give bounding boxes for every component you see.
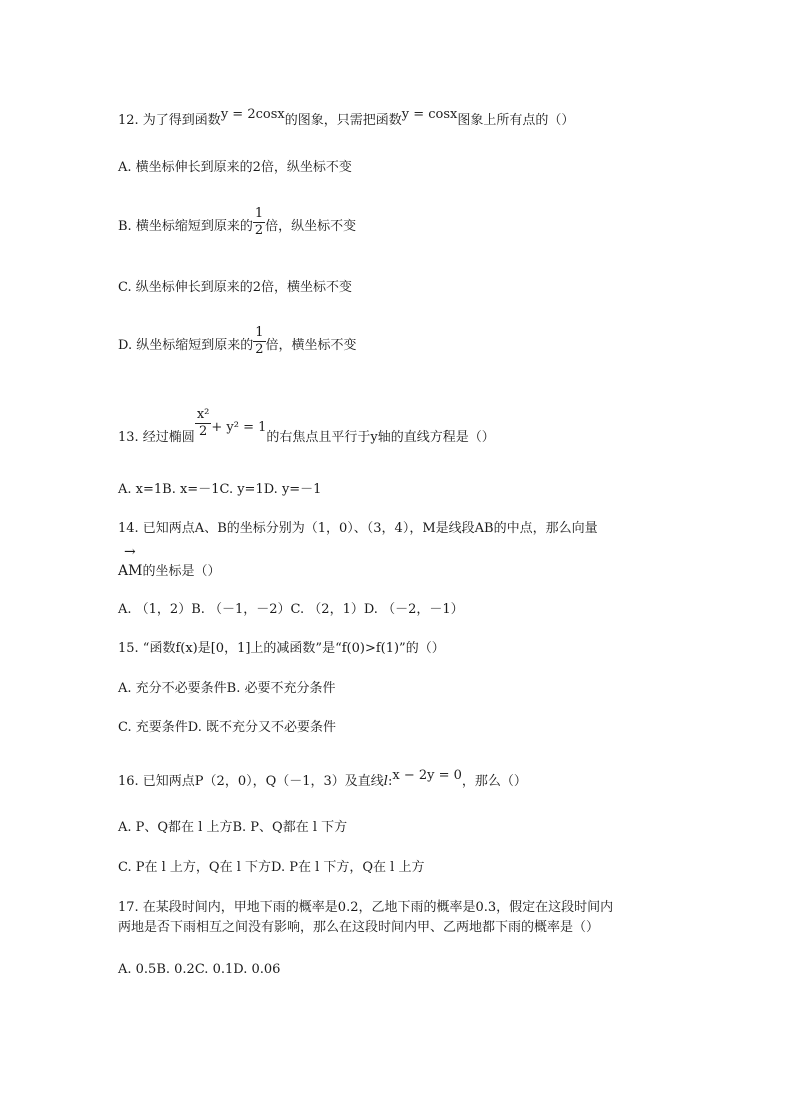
vector-label: AM — [118, 563, 143, 579]
q12-option-d-fraction — [253, 326, 265, 357]
q12-stem-b: 的图象，只需把函数 — [284, 113, 402, 128]
fraction-denominator: 2 — [254, 223, 264, 238]
q16-options-cd: C. P在 l 上方，Q在 l 下方D. P在 l 下方，Q在 l 上方 — [118, 860, 425, 875]
q12-option-b-post: 倍，纵坐标不变 — [265, 219, 357, 234]
q14-stem-line2 — [118, 544, 221, 580]
q17-stem-line2: 两地是否下雨相互之间没有影响，那么在这段时间内甲、乙两地都下雨的概率是（） — [118, 920, 600, 935]
q12-option-a: A. 横坐标伸长到原来的2倍，纵坐标不变 — [118, 160, 352, 175]
vector-arrow: → — [124, 544, 136, 560]
fraction-numerator: 1 — [254, 206, 264, 221]
q12-option-b — [118, 207, 356, 238]
q12-option-d-post: 倍，横坐标不变 — [265, 338, 357, 353]
q16-options-ab: A. P、Q都在 l 上方B. P、Q都在 l 下方 — [118, 820, 348, 835]
q14-options: A. （1，2）B. （－1，－2）C. （2，1）D. （－2，－1） — [118, 602, 464, 617]
q14-stem: 14. 已知两点A、B的坐标分别为（1，0）、（3，4），M是线段AB的中点，那么向量 — [118, 521, 598, 536]
q16-math: x − 2y = 0 — [392, 768, 462, 783]
q17-stem-line1: 17. 在某段时间内，甲地下雨的概率是0.2，乙地下雨的概率是0.3，假定在这段时间内 — [118, 900, 614, 915]
q16-stem — [118, 768, 527, 790]
q15-stem: 15. “函数f(x)是[0，1]上的减函数”是“f(0)>f(1)”的（） — [118, 641, 445, 656]
q14-vector-am — [118, 544, 143, 579]
q15-options-ab: A. 充分不必要条件B. 必要不充分条件 — [118, 681, 336, 696]
q15-options-cd: C. 充要条件D. 既不充分又不必要条件 — [118, 720, 336, 735]
q16-stem-a: 16. 已知两点P（2，0），Q（－1，3）及直线 — [118, 774, 384, 789]
q13-stem-a: 13. 经过椭圆 — [118, 430, 195, 445]
q12-math1: y = 2cosx — [220, 107, 285, 122]
q12-math2: y = cosx — [401, 107, 458, 122]
fraction-denominator: 2 — [198, 424, 208, 439]
q16-line-l: l — [383, 774, 388, 789]
q17-options: A. 0.5B. 0.2C. 0.1D. 0.06 — [118, 962, 281, 977]
q13-math-rest: + y² = 1 — [211, 420, 267, 435]
q12-stem-a: 12. 为了得到函数 — [118, 113, 221, 128]
q13-options: A. x=1B. x=－1C. y=1D. y=－1 — [118, 482, 322, 497]
q12-option-d-pre: D. 纵坐标缩短到原来的 — [118, 338, 254, 353]
q13-ellipse-fraction — [195, 408, 212, 439]
fraction-numerator: 1 — [255, 325, 264, 340]
q12-stem — [118, 107, 575, 129]
q14-stem-b: 的坐标是（） — [142, 564, 221, 579]
q12-stem-c: 图象上所有点的（） — [457, 113, 575, 128]
q12-option-b-fraction — [253, 207, 265, 238]
q12-option-c: C. 纵坐标伸长到原来的2倍，横坐标不变 — [118, 280, 353, 295]
q12-option-b-pre: B. 横坐标缩短到原来的 — [118, 219, 253, 234]
q16-colon: : — [387, 774, 393, 789]
q13-stem — [118, 408, 495, 446]
q12-option-d — [118, 326, 357, 357]
q16-stem-b: ，那么（） — [461, 774, 527, 789]
fraction-denominator: 2 — [255, 342, 264, 357]
fraction-numerator: x² — [196, 407, 210, 422]
q13-stem-b: 的右焦点且平行于y轴的直线方程是（） — [266, 430, 495, 445]
